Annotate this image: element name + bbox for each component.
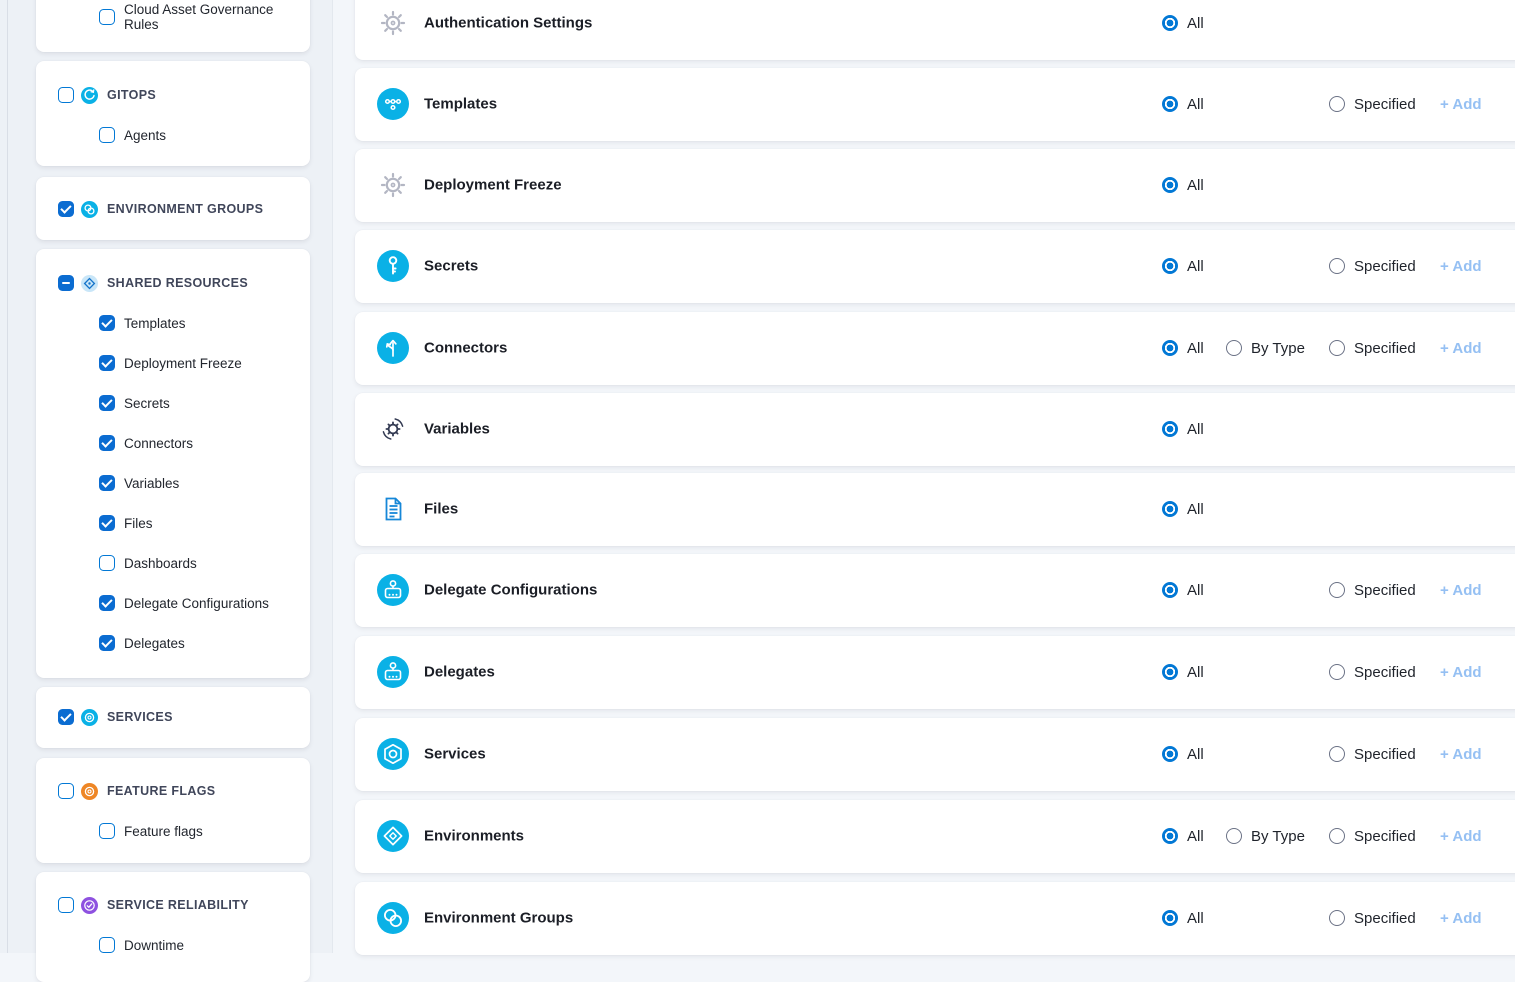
feature-flags-checkbox[interactable] — [58, 783, 74, 799]
gitops-label: GITOPS — [107, 88, 157, 102]
connectors-checkbox[interactable] — [99, 435, 115, 451]
service-reliability-checkbox[interactable] — [58, 897, 74, 913]
service-reliability-icon — [81, 897, 98, 914]
all-radio[interactable] — [1162, 177, 1178, 193]
sidebar-card-service-reliability — [36, 872, 310, 982]
sidebar-item-variables — [99, 471, 179, 495]
services-checkbox[interactable] — [58, 709, 74, 725]
downtime-checkbox[interactable] — [99, 937, 115, 953]
variables-gear-icon — [377, 413, 409, 445]
add-button[interactable]: + Add — [1440, 581, 1482, 599]
sidebar-item-services — [58, 705, 173, 729]
row-label-delegates: Delegates — [424, 663, 495, 681]
all-radio-label: All — [1187, 663, 1204, 681]
service-reliability-label: SERVICE RELIABILITY — [107, 898, 249, 912]
gear-icon — [377, 7, 409, 39]
sidebar-item-service-reliability — [58, 893, 249, 917]
feature-flags-sub-checkbox[interactable] — [99, 823, 115, 839]
specified-radio-label: Specified — [1354, 909, 1416, 927]
key-icon — [377, 250, 409, 282]
sidebar-item-cloud-asset-governance-rules — [99, 1, 284, 33]
specified-radio[interactable] — [1329, 582, 1345, 598]
row-label-authentication-settings: Authentication Settings — [424, 14, 593, 32]
specified-radio-label: Specified — [1354, 827, 1416, 845]
row-label-deployment-freeze: Deployment Freeze — [424, 176, 562, 194]
templates-checkbox[interactable] — [99, 315, 115, 331]
files-label: Files — [124, 515, 153, 531]
add-button[interactable]: + Add — [1440, 95, 1482, 113]
row-label-secrets: Secrets — [424, 257, 479, 275]
org-chart-icon — [377, 574, 409, 606]
sidebar-item-delegate-configurations — [99, 591, 269, 615]
all-radio-label: All — [1187, 581, 1204, 599]
feature-flags-sub-label: Feature flags — [124, 823, 203, 839]
row-services — [355, 718, 1515, 791]
environment-groups-checkbox[interactable] — [58, 201, 74, 217]
all-radio[interactable] — [1162, 582, 1178, 598]
row-environment-groups — [355, 882, 1515, 955]
add-button[interactable]: + Add — [1440, 827, 1482, 845]
sidebar-item-deployment-freeze — [99, 351, 242, 375]
templates-icon — [377, 88, 409, 120]
all-radio-label: All — [1187, 176, 1204, 194]
all-radio-label: All — [1187, 827, 1204, 845]
connectors-icon — [377, 332, 409, 364]
by-type-radio[interactable] — [1226, 340, 1242, 356]
sidebar-card-shared-resources — [36, 249, 310, 678]
specified-radio[interactable] — [1329, 828, 1345, 844]
feature-flags-icon — [81, 783, 98, 800]
specified-radio-label: Specified — [1354, 745, 1416, 763]
shared-resources-checkbox[interactable] — [58, 275, 74, 291]
row-label-variables: Variables — [424, 420, 490, 438]
dashboards-label: Dashboards — [124, 555, 197, 571]
secrets-label: Secrets — [124, 395, 170, 411]
all-radio-label: All — [1187, 420, 1204, 438]
row-label-connectors: Connectors — [424, 339, 508, 357]
all-radio[interactable] — [1162, 501, 1178, 517]
all-radio[interactable] — [1162, 828, 1178, 844]
all-radio-label: All — [1187, 257, 1204, 275]
org-chart-icon — [377, 656, 409, 688]
sidebar-item-connectors — [99, 431, 193, 455]
all-radio[interactable] — [1162, 664, 1178, 680]
row-authentication-settings — [355, 0, 1515, 60]
all-radio[interactable] — [1162, 340, 1178, 356]
add-button[interactable]: + Add — [1440, 745, 1482, 763]
templates-label: Templates — [124, 315, 186, 331]
sidebar-item-templates — [99, 311, 186, 335]
file-document-icon — [377, 493, 409, 525]
row-connectors — [355, 312, 1515, 385]
row-label-files: Files — [424, 500, 459, 518]
sidebar-card-cloud-asset — [36, 0, 310, 52]
services-label: SERVICES — [107, 710, 173, 724]
specified-radio-label: Specified — [1354, 581, 1416, 599]
add-button[interactable]: + Add — [1440, 257, 1482, 275]
downtime-label: Downtime — [124, 937, 185, 953]
gear-icon — [377, 169, 409, 201]
sidebar-item-downtime — [99, 933, 184, 957]
row-label-services: Services — [424, 745, 486, 763]
all-radio-label: All — [1187, 14, 1204, 32]
all-radio-label: All — [1187, 95, 1204, 113]
dashboards-checkbox[interactable] — [99, 555, 115, 571]
all-radio-label: All — [1187, 500, 1204, 518]
specified-radio-label: Specified — [1354, 95, 1416, 113]
row-environments — [355, 800, 1515, 873]
by-type-radio-label: By Type — [1251, 339, 1305, 357]
delegate-configurations-checkbox[interactable] — [99, 595, 115, 611]
row-delegates — [355, 636, 1515, 709]
row-label-templates: Templates — [424, 95, 498, 113]
row-secrets — [355, 230, 1515, 303]
specified-radio[interactable] — [1329, 910, 1345, 926]
sidebar-card-gitops — [36, 61, 310, 166]
left-border-rule — [7, 0, 8, 953]
all-radio-label: All — [1187, 745, 1204, 763]
environment-groups-icon — [81, 201, 98, 218]
agents-checkbox[interactable] — [99, 127, 115, 143]
sidebar-item-dashboards — [99, 551, 197, 575]
cloud-asset-governance-rules-checkbox[interactable] — [99, 9, 115, 25]
sidebar-card-services — [36, 687, 310, 748]
gitops-checkbox[interactable] — [58, 87, 74, 103]
row-templates — [355, 68, 1515, 141]
add-button[interactable]: + Add — [1440, 663, 1482, 681]
row-delegate-configurations — [355, 554, 1515, 627]
specified-radio[interactable] — [1329, 340, 1345, 356]
delegates-label: Delegates — [124, 635, 185, 651]
cloud-asset-governance-rules-label: Cloud Asset Governance Rules — [124, 1, 274, 32]
specified-radio[interactable] — [1329, 96, 1345, 112]
add-button[interactable]: + Add — [1440, 339, 1482, 357]
delegates-checkbox[interactable] — [99, 635, 115, 651]
specified-radio[interactable] — [1329, 258, 1345, 274]
specified-radio-label: Specified — [1354, 663, 1416, 681]
sidebar-item-feature-flags — [58, 779, 215, 803]
by-type-radio[interactable] — [1226, 828, 1242, 844]
specified-radio[interactable] — [1329, 746, 1345, 762]
all-radio-label: All — [1187, 339, 1204, 357]
specified-radio-label: Specified — [1354, 339, 1416, 357]
row-label-environment-groups: Environment Groups — [424, 909, 574, 927]
all-radio[interactable] — [1162, 258, 1178, 274]
all-radio[interactable] — [1162, 910, 1178, 926]
gitops-icon — [81, 87, 98, 104]
all-radio[interactable] — [1162, 15, 1178, 31]
all-radio[interactable] — [1162, 421, 1178, 437]
all-radio[interactable] — [1162, 96, 1178, 112]
files-checkbox[interactable] — [99, 515, 115, 531]
deployment-freeze-checkbox[interactable] — [99, 355, 115, 371]
sidebar-item-delegates — [99, 631, 185, 655]
agents-label: Agents — [124, 127, 167, 143]
row-label-delegate-configurations: Delegate Configurations — [424, 581, 598, 599]
connectors-label: Connectors — [124, 435, 194, 451]
deployment-freeze-label: Deployment Freeze — [124, 355, 242, 371]
shared-resources-label: SHARED RESOURCES — [107, 276, 249, 290]
feature-flags-label: FEATURE FLAGS — [107, 784, 216, 798]
all-radio[interactable] — [1162, 746, 1178, 762]
by-type-radio-label: By Type — [1251, 827, 1305, 845]
specified-radio[interactable] — [1329, 664, 1345, 680]
delegate-configurations-label: Delegate Configurations — [124, 595, 269, 611]
sidebar-item-feature-flags-sub — [99, 819, 203, 843]
sidebar-item-shared-resources — [58, 271, 248, 295]
environment-groups-label: ENVIRONMENT GROUPS — [107, 202, 264, 216]
environment-diamond-icon — [377, 820, 409, 852]
sidebar-item-files — [99, 511, 153, 535]
all-radio-label: All — [1187, 909, 1204, 927]
sidebar-card-feature-flags — [36, 758, 310, 863]
sidebar-item-gitops — [58, 83, 156, 107]
secrets-checkbox[interactable] — [99, 395, 115, 411]
variables-label: Variables — [124, 475, 180, 491]
add-button[interactable]: + Add — [1440, 909, 1482, 927]
services-icon — [81, 709, 98, 726]
environment-groups-icon — [377, 902, 409, 934]
shared-resources-icon — [81, 275, 98, 292]
specified-radio-label: Specified — [1354, 257, 1416, 275]
row-label-environments: Environments — [424, 827, 525, 845]
sidebar-item-secrets — [99, 391, 170, 415]
row-files — [355, 473, 1515, 546]
service-hexagon-icon — [377, 738, 409, 770]
row-variables — [355, 393, 1515, 466]
row-deployment-freeze — [355, 149, 1515, 222]
sidebar-card-environment-groups — [36, 177, 310, 240]
sidebar-item-environment-groups — [58, 197, 263, 221]
sidebar-item-agents — [99, 123, 166, 147]
variables-checkbox[interactable] — [99, 475, 115, 491]
